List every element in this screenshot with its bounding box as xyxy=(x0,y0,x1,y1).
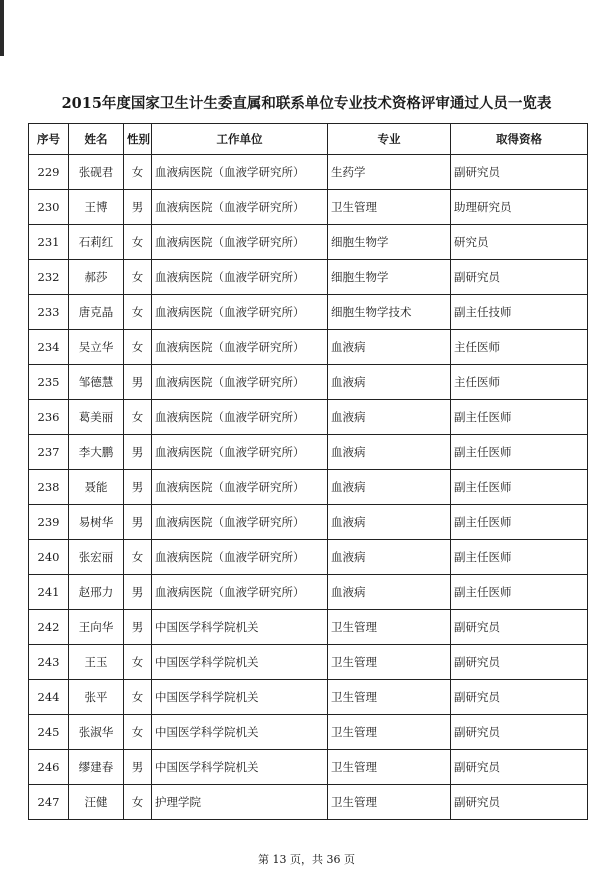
cell-name: 聂能 xyxy=(69,470,124,505)
table-row xyxy=(29,190,588,225)
cell-num: 245 xyxy=(29,715,69,750)
cell-qualification: 副主任医师 xyxy=(451,540,588,575)
cell-qualification: 副研究员 xyxy=(451,260,588,295)
cell-qualification: 助理研究员 xyxy=(451,190,588,225)
cell-unit: 血液病医院（血液学研究所） xyxy=(152,225,328,260)
cell-name: 易树华 xyxy=(69,505,124,540)
header-major: 专业 xyxy=(328,124,451,155)
cell-major: 血液病 xyxy=(328,505,451,540)
cell-num: 232 xyxy=(29,260,69,295)
table-row xyxy=(29,295,588,330)
table-row xyxy=(29,575,588,610)
cell-num: 246 xyxy=(29,750,69,785)
cell-num: 231 xyxy=(29,225,69,260)
cell-unit: 血液病医院（血液学研究所） xyxy=(152,330,328,365)
table-row xyxy=(29,155,588,190)
cell-name: 葛美丽 xyxy=(69,400,124,435)
cell-major: 卫生管理 xyxy=(328,680,451,715)
cell-num: 244 xyxy=(29,680,69,715)
cell-major: 血液病 xyxy=(328,575,451,610)
cell-name: 石莉红 xyxy=(69,225,124,260)
cell-name: 李大鹏 xyxy=(69,435,124,470)
cell-qualification: 副研究员 xyxy=(451,750,588,785)
header-num: 序号 xyxy=(29,124,69,155)
table-row xyxy=(29,715,588,750)
cell-major: 卫生管理 xyxy=(328,785,451,820)
cell-num: 247 xyxy=(29,785,69,820)
table-header-row xyxy=(29,124,588,155)
cell-gender: 女 xyxy=(124,645,152,680)
cell-unit: 血液病医院（血液学研究所） xyxy=(152,260,328,295)
cell-gender: 男 xyxy=(124,365,152,400)
table-row xyxy=(29,435,588,470)
table-row xyxy=(29,610,588,645)
cell-name: 张平 xyxy=(69,680,124,715)
cell-unit: 中国医学科学院机关 xyxy=(152,610,328,645)
cell-num: 237 xyxy=(29,435,69,470)
cell-qualification: 主任医师 xyxy=(451,365,588,400)
table-row xyxy=(29,540,588,575)
table-row xyxy=(29,365,588,400)
cell-num: 240 xyxy=(29,540,69,575)
cell-gender: 男 xyxy=(124,610,152,645)
cell-gender: 女 xyxy=(124,225,152,260)
cell-name: 郝莎 xyxy=(69,260,124,295)
cell-name: 张砚君 xyxy=(69,155,124,190)
cell-name: 唐克晶 xyxy=(69,295,124,330)
cell-unit: 血液病医院（血液学研究所） xyxy=(152,400,328,435)
cell-gender: 男 xyxy=(124,505,152,540)
cell-major: 细胞生物学技术 xyxy=(328,295,451,330)
cell-qualification: 副主任医师 xyxy=(451,505,588,540)
cell-unit: 血液病医院（血液学研究所） xyxy=(152,470,328,505)
cell-unit: 中国医学科学院机关 xyxy=(152,645,328,680)
cell-major: 细胞生物学 xyxy=(328,225,451,260)
cell-qualification: 副主任技师 xyxy=(451,295,588,330)
cell-gender: 女 xyxy=(124,155,152,190)
table-row xyxy=(29,750,588,785)
cell-gender: 男 xyxy=(124,190,152,225)
cell-gender: 女 xyxy=(124,715,152,750)
cell-major: 血液病 xyxy=(328,330,451,365)
cell-name: 赵邢力 xyxy=(69,575,124,610)
cell-num: 234 xyxy=(29,330,69,365)
cell-major: 卫生管理 xyxy=(328,715,451,750)
cell-major: 血液病 xyxy=(328,540,451,575)
cell-qualification: 副研究员 xyxy=(451,680,588,715)
cell-major: 血液病 xyxy=(328,435,451,470)
table-row xyxy=(29,470,588,505)
header-gender: 性别 xyxy=(124,124,152,155)
header-qualification: 取得资格 xyxy=(451,124,588,155)
cell-unit: 血液病医院（血液学研究所） xyxy=(152,505,328,540)
cell-major: 卫生管理 xyxy=(328,645,451,680)
cell-name: 汪健 xyxy=(69,785,124,820)
cell-gender: 女 xyxy=(124,295,152,330)
cell-major: 血液病 xyxy=(328,365,451,400)
header-name: 姓名 xyxy=(69,124,124,155)
cell-name: 王玉 xyxy=(69,645,124,680)
table-row xyxy=(29,645,588,680)
cell-num: 241 xyxy=(29,575,69,610)
cell-qualification: 副主任医师 xyxy=(451,470,588,505)
cell-major: 生药学 xyxy=(328,155,451,190)
cell-unit: 血液病医院（血液学研究所） xyxy=(152,540,328,575)
cell-name: 缪建春 xyxy=(69,750,124,785)
cell-qualification: 副研究员 xyxy=(451,610,588,645)
cell-unit: 血液病医院（血液学研究所） xyxy=(152,190,328,225)
personnel-table xyxy=(28,123,588,820)
cell-name: 王博 xyxy=(69,190,124,225)
cell-qualification: 主任医师 xyxy=(451,330,588,365)
table-row xyxy=(29,505,588,540)
cell-gender: 女 xyxy=(124,260,152,295)
table-row xyxy=(29,260,588,295)
cell-qualification: 副主任医师 xyxy=(451,400,588,435)
cell-major: 卫生管理 xyxy=(328,610,451,645)
cell-num: 229 xyxy=(29,155,69,190)
table-row xyxy=(29,225,588,260)
cell-num: 235 xyxy=(29,365,69,400)
page-footer: 第 13 页，共 36 页 xyxy=(258,853,355,866)
cell-qualification: 副主任医师 xyxy=(451,435,588,470)
cell-unit: 血液病医院（血液学研究所） xyxy=(152,365,328,400)
cell-gender: 女 xyxy=(124,400,152,435)
cell-num: 242 xyxy=(29,610,69,645)
cell-qualification: 副研究员 xyxy=(451,155,588,190)
cell-qualification: 副研究员 xyxy=(451,645,588,680)
cell-gender: 女 xyxy=(124,540,152,575)
cell-gender: 男 xyxy=(124,435,152,470)
scan-edge-mark xyxy=(0,0,4,56)
cell-num: 238 xyxy=(29,470,69,505)
cell-num: 233 xyxy=(29,295,69,330)
cell-gender: 男 xyxy=(124,575,152,610)
table-row xyxy=(29,785,588,820)
cell-num: 230 xyxy=(29,190,69,225)
cell-unit: 护理学院 xyxy=(152,785,328,820)
cell-name: 吴立华 xyxy=(69,330,124,365)
cell-unit: 血液病医院（血液学研究所） xyxy=(152,575,328,610)
cell-num: 236 xyxy=(29,400,69,435)
cell-qualification: 副研究员 xyxy=(451,785,588,820)
cell-name: 王向华 xyxy=(69,610,124,645)
cell-num: 239 xyxy=(29,505,69,540)
document-title: 2015年度国家卫生计生委直属和联系单位专业技术资格评审通过人员一览表 xyxy=(61,95,552,112)
cell-unit: 中国医学科学院机关 xyxy=(152,750,328,785)
table-row xyxy=(29,330,588,365)
cell-num: 243 xyxy=(29,645,69,680)
cell-gender: 女 xyxy=(124,330,152,365)
header-unit: 工作单位 xyxy=(152,124,328,155)
cell-qualification: 副主任医师 xyxy=(451,575,588,610)
cell-gender: 女 xyxy=(124,785,152,820)
cell-major: 卫生管理 xyxy=(328,190,451,225)
cell-unit: 血液病医院（血液学研究所） xyxy=(152,435,328,470)
table-body xyxy=(29,155,588,820)
table-row xyxy=(29,680,588,715)
cell-major: 血液病 xyxy=(328,470,451,505)
cell-major: 血液病 xyxy=(328,400,451,435)
cell-name: 邹德慧 xyxy=(69,365,124,400)
cell-name: 张宏丽 xyxy=(69,540,124,575)
cell-unit: 血液病医院（血液学研究所） xyxy=(152,295,328,330)
cell-qualification: 副研究员 xyxy=(451,715,588,750)
cell-gender: 男 xyxy=(124,470,152,505)
cell-unit: 中国医学科学院机关 xyxy=(152,715,328,750)
cell-major: 细胞生物学 xyxy=(328,260,451,295)
cell-gender: 男 xyxy=(124,750,152,785)
cell-gender: 女 xyxy=(124,680,152,715)
cell-unit: 中国医学科学院机关 xyxy=(152,680,328,715)
table-row xyxy=(29,400,588,435)
cell-unit: 血液病医院（血液学研究所） xyxy=(152,155,328,190)
cell-qualification: 研究员 xyxy=(451,225,588,260)
cell-name: 张淑华 xyxy=(69,715,124,750)
cell-major: 卫生管理 xyxy=(328,750,451,785)
